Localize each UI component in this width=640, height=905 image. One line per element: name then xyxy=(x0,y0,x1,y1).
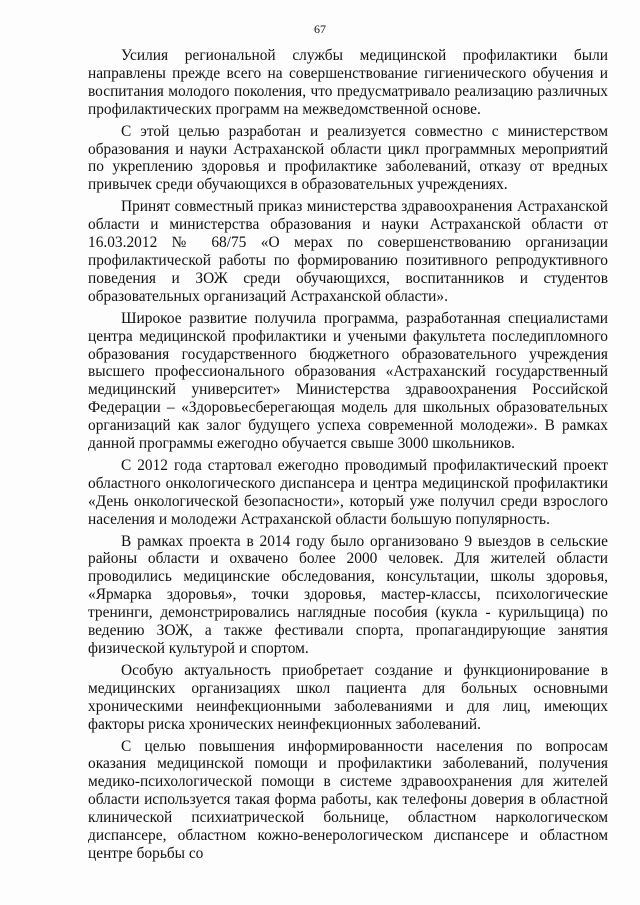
paragraph-8: С целью повышения информированности населения по вопросам оказания медицинской помощи и профилактики заболеваний, получения медико-психологической помощи в системе здравоохранения для жителей области используется такая форма работы, как телефоны доверия в областной клинической психиатрической больнице, областном наркологическом диспансере, областном кожно-венерологическом диспансере и областном центре борьбы со xyxy=(88,737,608,862)
body-text xyxy=(88,47,608,867)
paragraph-7: Особую актуальность приобретает создание и функционирование в медицинских организациях школ пациента для больных основными хроническими неинфекционными заболеваниями и для лиц, имеющих факторы риска хронических неинфекционных заболеваний. xyxy=(88,661,608,733)
paragraph-4: Широкое развитие получила программа, разработанная специалистами центра медицинской профилактики и учеными факультета последипломного образования государственного бюджетного образовательного учреждения высшего профессионального образования «Астраханский государственный медицинский университет» Министерства здравоохранения Российской Федерации – «Здоровьесберегающая модель для школьных образовательных организаций как залог будущего успеха современной молодежи». В рамках данной программы ежегодно обучается свыше 3000 школьников. xyxy=(88,309,608,453)
page-number: 67 xyxy=(314,22,326,36)
paragraph-5: С 2012 года стартовал ежегодно проводимый профилактический проект областного онкологического диспансера и центра медицинской профилактики «День онкологической безопасности», который уже получил среди взрослого населения и молодежи Астраханской области большую популярность. xyxy=(88,456,608,528)
paragraph-3: Принят совместный приказ министерства здравоохранения Астраханской области и министерства образования и науки Астраханской области от 16.03.2012 № 68/75 «О мерах по совершенствованию организации профилактической работы по формированию позитивного репродуктивного поведения и ЗОЖ среди обучающихся, воспитанников и студентов образовательных организаций Астраханской области». xyxy=(88,198,608,305)
paragraph-2: С этой целью разработан и реализуется совместно с министерством образования и науки Астраханской области цикл программных мероприятий по укреплению здоровья и профилактике заболеваний, отказу от вредных привычек среди обучающихся в образовательных учреждениях. xyxy=(88,122,608,194)
paragraph-1: Усилия региональной службы медицинской профилактики были направлены прежде всего на совершенствование гигиенического обучения и воспитания молодого поколения, что предусматривало реализацию различных профилактических программ на межведомственной основе. xyxy=(88,47,608,118)
paragraph-6: В рамках проекта в 2014 году было организовано 9 выездов в сельские районы области и охвачено более 2000 человек. Для жителей области проводились медицинские обследования, консультации, школы здоровья, «Ярмарка здоровья», точки здоровья, мастер-классы, психологические тренинги, демонстрировались наглядные пособия (кукла - курильщица) по ведению ЗОЖ, а также фестивали спорта, пропагандирующие занятия физической культурой и спортом. xyxy=(88,532,608,657)
